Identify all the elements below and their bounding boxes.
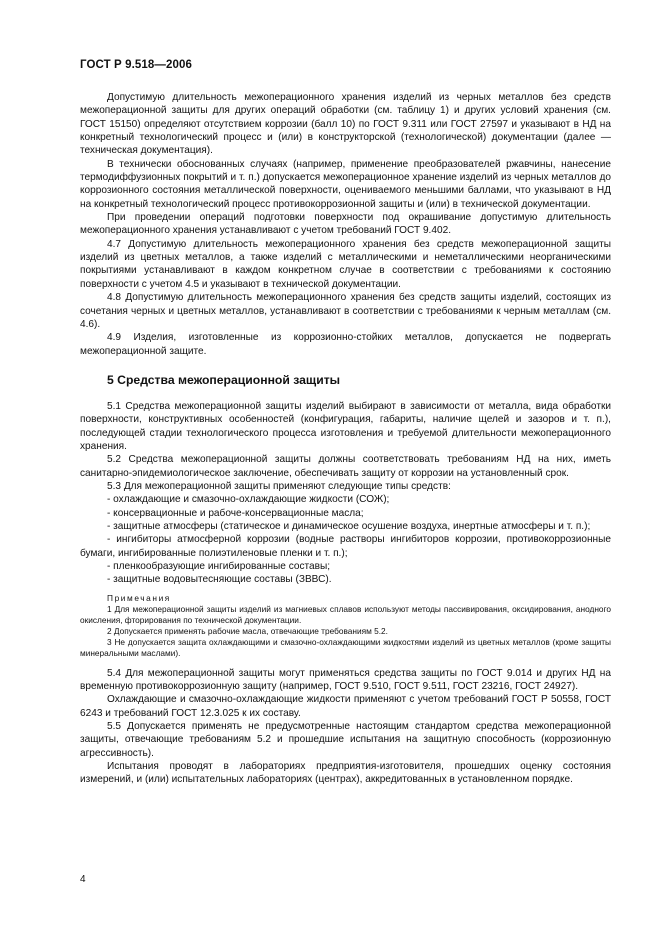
notes-title: Примечания	[107, 592, 171, 603]
bottom-section	[80, 667, 611, 787]
page-number: 4	[80, 874, 86, 885]
paragraph-5-3: 5.3 Для межоперационной защиты применяют следующие типы средств:	[107, 480, 451, 492]
list-item: - защитные водовытесняющие составы (ЗВВС).	[107, 574, 332, 586]
paragraph-4-8: 4.8 Допустимую длительность межоперационного хранения без средств защиты изделий, состоящих из сочетания черных и цветных металлов, устанавливают в соответствии с требованиями к черным металлам (см. 4.6).	[80, 292, 611, 330]
document-header: ГОСТ Р 9.518—2006	[80, 59, 192, 71]
paragraph-5-1: 5.1 Средства межоперационной защиты изделий выбирают в зависимости от металла, вида обработки поверхности, конструктивных особенностей (конфигурация, габариты, наличие щелей и зазоров и т. п.), последующей стадии технологического процесса изготовления и требуемой длительности межоперационного хранения.	[80, 400, 611, 452]
list-item: - ингибиторы атмосферной коррозии (водные растворы ингибиторов коррозии, противокоррозионные бумаги, ингибированные полиэтиленовые пленки и т. п.);	[80, 534, 611, 559]
notes-block	[80, 593, 611, 659]
list-item: - защитные атмосферы (статическое и динамическое осушение воздуха, инертные атмосферы и т. п.);	[107, 520, 591, 532]
paragraph-4-9: 4.9 Изделия, изготовленные из коррозионно-стойких металлов, допускается не подвергать межоперационной защите.	[80, 332, 611, 357]
paragraph: При проведении операций подготовки поверхности под окрашивание допустимую длительность межоперационного хранения устанавливают с учетом требований ГОСТ 9.402.	[80, 212, 611, 237]
paragraph: Испытания проводят в лабораториях предприятия-изготовителя, прошедших оценку состояния измерений, и (или) испытательных лабораториях (центрах), аккредитованных в установленном порядке.	[80, 761, 611, 786]
document-body	[80, 91, 611, 787]
paragraph: Допустимую длительность межоперационного хранения изделий из черных металлов без средств межоперационной защиты для других операций обработки (см. таблицу 1) и других условий хранения (см. ГОСТ 15150) определяют отсутствием коррозии (балл 10) по ГОСТ 9.311 или ГОСТ 27597 и указывают в НД на конкретный технологический процесс и (или) в конструкторской (технологической) документации (далее — техническая документация).	[80, 92, 611, 157]
paragraph-5-2: 5.2 Средства межоперационной защиты должны соответствовать требованиям НД на них, иметь санитарно-эпидемиологическое заключение, обеспечивать защиту от коррозии на установленный срок.	[80, 454, 611, 479]
note-item: 1 Для межоперационной защиты изделий из магниевых сплавов используют методы пассивирования, оксидирования, анодного окисления, фторирования по технической документации.	[80, 603, 611, 625]
paragraph-5-5: 5.5 Допускается применять не предусмотренные настоящим стандартом средства межоперационной защиты, отвечающие требованиям 5.2 и прошедшие испытания на защитную способность (коррозионную агрессивность).	[80, 721, 611, 759]
list-item: - охлаждающие и смазочно-охлаждающие жидкости (СОЖ);	[107, 494, 390, 506]
paragraph: В технически обоснованных случаях (например, применение преобразователей ржавчины, нанесение термодиффузионных покрытий и т. п.) допускается межоперационное хранение изделий из черных металлов до коррозионного состояния металлической поверхности, оцениваемого меньшими баллами, что указывают в НД на конкретный технологический процесс противокоррозионной защиты и (или) в технической документации.	[80, 158, 611, 210]
note-item: 3 Не допускается защита охлаждающими и смазочно-охлаждающими жидкостями изделий из цветных металлов (кроме защиты минеральными маслами).	[80, 636, 611, 658]
note-item: 2 Допускается применять рабочие масла, отвечающие требованиям 5.2.	[107, 625, 388, 636]
paragraph-5-4: 5.4 Для межоперационной защиты могут применяться средства защиты по ГОСТ 9.014 и других НД на временную противокоррозионную защиту (например, ГОСТ 9.510, ГОСТ 9.511, ГОСТ 23216, ГОСТ 24927).	[80, 667, 611, 693]
section-title: 5 Средства межоперационной защиты	[107, 372, 341, 387]
list-item: - консервационные и рабоче-консервационные масла;	[107, 507, 364, 519]
list-item: - пленкообразующие ингибированные составы;	[107, 561, 331, 572]
paragraph-4-7: 4.7 Допустимую длительность межоперационного хранения без средств межоперационной защиты изделий из цветных металлов, а также изделий с металлическими и неметаллическими неорганическими покрытиями устанавливают в каждом конкретном случае в соответствии с требованиями к состоянию поверхности с учетом 4.5 и указывают в технической документации.	[80, 238, 611, 290]
paragraph: Охлаждающие и смазочно-охлаждающие жидкости применяют с учетом требований ГОСТ Р 50558, ГОСТ 6243 и требований ГОСТ 12.3.025 к их составу.	[80, 694, 611, 719]
